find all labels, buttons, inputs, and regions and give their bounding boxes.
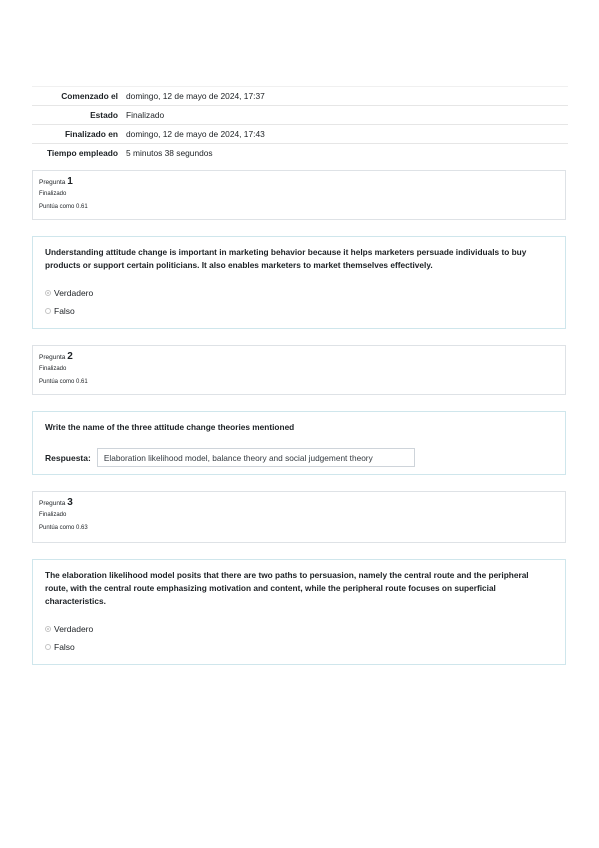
question-text: Write the name of the three attitude change theories mentioned: [45, 422, 295, 432]
question-grade: Puntúa como 0.61: [39, 204, 88, 210]
question-grade: Puntúa como 0.63: [39, 525, 88, 531]
option-label: Verdadero: [54, 288, 94, 298]
question-state: Finalizado: [39, 512, 67, 518]
question-2-content: [32, 411, 566, 475]
question-1-content: [32, 236, 566, 329]
question-3-content: [32, 559, 566, 665]
summary-value: Finalizado: [126, 110, 165, 120]
question-number: [39, 498, 559, 509]
question-2-info: [32, 345, 566, 395]
question-text: Understanding attitude change is important in marketing behavior because it helps marketers persuade individuals to buy products or support certain politicians. It also enables marketers to market themselves effectively.: [45, 247, 527, 270]
summary-row: [32, 125, 568, 144]
attempt-summary-table: [32, 86, 568, 162]
question-state: Finalizado: [39, 191, 67, 197]
question-text: The elaboration likelihood model posits that there are two paths to persuasion, namely the central route and the peripheral route, with the central route emphasizing motivation and content, while the peripheral route focuses on superficial characteristics.: [45, 570, 529, 606]
radio-icon[interactable]: [45, 644, 51, 650]
option-label: Verdadero: [54, 624, 94, 634]
question-1-info: [32, 170, 566, 220]
question-prefix: Pregunta: [39, 500, 66, 507]
question-number: [39, 352, 559, 363]
question-prefix: Pregunta: [39, 179, 66, 186]
radio-selected-icon[interactable]: [45, 626, 51, 632]
option-label: Falso: [54, 642, 75, 652]
answer-label: Respuesta:: [45, 452, 91, 463]
summary-value: domingo, 12 de mayo de 2024, 17:43: [126, 129, 265, 139]
summary-row: [32, 144, 568, 163]
summary-label: Tiempo empleado: [46, 148, 118, 158]
summary-label: Comenzado el: [61, 91, 118, 101]
option-verdadero[interactable]: [45, 288, 553, 298]
question-prefix: Pregunta: [39, 354, 66, 361]
question-number: [39, 177, 559, 188]
answer-row: [45, 448, 553, 467]
option-label: Falso: [54, 306, 75, 316]
summary-value: domingo, 12 de mayo de 2024, 17:37: [126, 91, 265, 101]
question-state: Finalizado: [39, 366, 67, 372]
summary-label: Estado: [90, 110, 118, 120]
summary-row: [32, 106, 568, 125]
summary-value: 5 minutos 38 segundos: [126, 148, 213, 158]
option-falso[interactable]: [45, 642, 553, 652]
question-number-value: 3: [67, 497, 73, 508]
question-grade: Puntúa como 0.61: [39, 379, 88, 385]
question-number-value: 1: [67, 176, 73, 187]
option-falso[interactable]: [45, 306, 553, 316]
radio-icon[interactable]: [45, 308, 51, 314]
radio-selected-icon[interactable]: [45, 290, 51, 296]
question-number-value: 2: [67, 351, 73, 362]
question-3-info: [32, 491, 566, 543]
summary-label: Finalizado en: [64, 129, 118, 139]
option-verdadero[interactable]: [45, 624, 553, 634]
answer-input[interactable]: Elaboration likelihood model, balance theory and social judgement theory: [97, 448, 415, 467]
summary-row: [32, 87, 568, 106]
